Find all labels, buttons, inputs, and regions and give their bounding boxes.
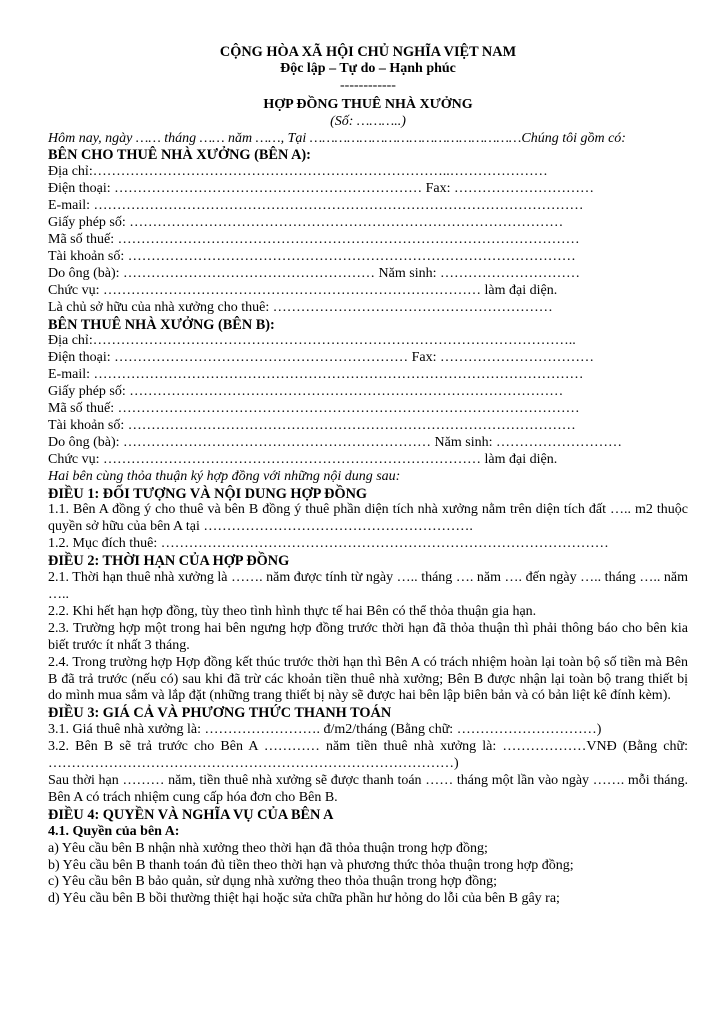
article-4-item-c: c) Yêu cầu bên B bảo quản, sử dụng nhà xưởng theo thỏa thuận trong hợp đồng;	[48, 874, 497, 890]
party-a-email: E-mail: ……………………………………………………………………………………………	[48, 198, 584, 214]
party-a-representative: Do ông (bà): ……………………………………………… Năm sinh: …………………………	[48, 265, 580, 281]
divider: ------------	[340, 77, 396, 93]
party-a-heading: BÊN CHO THUÊ NHÀ XƯỞNG (BÊN A):	[48, 147, 311, 164]
article-3-clause-2: 3.2. Bên B sẽ trả trước cho Bên A ………… năm tiền thuê nhà xưởng là: ………………VNĐ (Bằng chữ: ……………………………………………………………………………)	[48, 739, 688, 772]
motto: Độc lập – Tự do – Hạnh phúc	[280, 60, 456, 76]
nation-title: CỘNG HÒA XÃ HỘI CHỦ NGHĨA VIỆT NAM	[219, 44, 517, 60]
article-4-heading: ĐIỀU 4: QUYỀN VÀ NGHĨA VỤ CỦA BÊN A	[48, 806, 334, 823]
article-2-clause-1: 2.1. Thời hạn thuê nhà xưởng là ……. năm được tính từ ngày ….. tháng …. năm …. đến ngày ….. tháng ….. năm …..	[48, 570, 688, 602]
article-1-heading: ĐIỀU 1: ĐỐI TƯỢNG VÀ NỘI DUNG HỢP ĐỒNG	[48, 485, 368, 502]
article-2-clause-2: 2.2. Khi hết hạn hợp đồng, tùy theo tình hình thực tế hai Bên có thể thỏa thuận gia hạn.	[48, 603, 537, 619]
contract-page	[48, 44, 688, 908]
party-b-account: Tài khoản số: ……………………………………………………………………………………	[48, 417, 576, 433]
article-1-clause-2: 1.2. Mục đích thuê: ……………………………………………………………………………………	[48, 536, 609, 552]
party-b-email: E-mail: ……………………………………………………………………………………………	[48, 367, 584, 383]
party-a-position: Chức vụ: ……………………………………………………………………… làm đại diện.	[48, 282, 558, 298]
party-a-tax-code: Mã số thuế: ………………………………………………………………………………………	[48, 231, 580, 247]
article-4-item-d: d) Yêu cầu bên B bồi thường thiệt hại hoặc sửa chữa phần hư hỏng do lỗi của bên B gây ra;	[48, 891, 560, 907]
article-4-subheading: 4.1. Quyền của bên A:	[48, 823, 180, 839]
party-b-address: Địa chỉ:…………………………………………………………………………………………..	[48, 333, 576, 349]
party-b-representative: Do ông (bà): ………………………………………………………… Năm sinh: ………………………	[48, 434, 622, 450]
article-2-clause-4: 2.4. Trong trường hợp Hợp đồng kết thúc trước thời hạn thì Bên A có trách nhiệm hoàn lại toàn bộ số tiền mà Bên B đã trả trước (nếu có) sau khi đã trừ các khoản tiền thuê nhà xưởng; Bên B được nhận lại toàn bộ trang thiết bị do mình mua sắm và lắp đặt (những trang thiết bị này sẽ được hai bên lập biên bản và có bản liệt kê đính kèm).	[48, 654, 688, 704]
agreement-text: Hai bên cùng thỏa thuận ký hợp đồng với những nội dung sau:	[48, 468, 401, 484]
article-4-item-a: a) Yêu cầu bên B nhận nhà xưởng theo thời hạn đã thỏa thuận trong hợp đồng;	[48, 840, 488, 856]
contract-title: HỢP ĐỒNG THUÊ NHÀ XƯỞNG	[263, 96, 473, 112]
party-a-phone: Điện thoại: ………………………………………………………… Fax: …………………………	[48, 181, 594, 197]
contract-number: (Số: ………..)	[330, 113, 406, 129]
party-a-license: Giấy phép số: …………………………………………………………………………………	[48, 215, 564, 231]
party-b-position: Chức vụ: ……………………………………………………………………… làm đại diện.	[48, 451, 558, 467]
party-b-heading: BÊN THUÊ NHÀ XƯỞNG (BÊN B):	[48, 316, 275, 333]
party-b-phone: Điện thoại: ……………………………………………………… Fax: ……………………………	[48, 350, 594, 366]
article-1-clause-1: 1.1. Bên A đồng ý cho thuê và bên B đồng ý thuê phần diện tích nhà xưởng nằm trên diện tích đất ….. m2 thuộc quyền sở hữu của bên A tại ………………………………………………….	[48, 502, 688, 535]
party-b-license: Giấy phép số: …………………………………………………………………………………	[48, 384, 564, 400]
party-a-ownership: Là chủ sở hữu của nhà xưởng cho thuê: ……………………………………………………	[48, 299, 553, 315]
article-4-item-b: b) Yêu cầu bên B thanh toán đủ tiền theo thời hạn và phương thức thỏa thuận trong hợp đồng;	[48, 857, 574, 873]
article-3-payment-terms: Sau thời hạn ……… năm, tiền thuê nhà xưởng sẽ được thanh toán …… tháng một lần vào ngày ……. mỗi tháng. Bên A có trách nhiệm cung cấp hóa đơn cho Bên B.	[48, 772, 688, 805]
party-b-tax-code: Mã số thuế: ………………………………………………………………………………………	[48, 401, 580, 417]
party-a-account: Tài khoản số: ……………………………………………………………………………………	[48, 248, 576, 264]
intro-text: Hôm nay, ngày …… tháng …… năm ……, Tại ……………………………………………Chúng tôi gồm có:	[48, 130, 626, 146]
article-3-clause-1: 3.1. Giá thuê nhà xưởng là: ……………………. đ/m2/tháng (Bằng chữ: …………………………)	[48, 722, 602, 738]
article-2-heading: ĐIỀU 2: THỜI HẠN CỦA HỢP ĐỒNG	[48, 553, 290, 570]
article-3-heading: ĐIỀU 3: GIÁ CẢ VÀ PHƯƠNG THỨC THANH TOÁN	[48, 705, 392, 722]
article-2-clause-3: 2.3. Trường hợp một trong hai bên ngưng hợp đồng trước thời hạn đã thỏa thuận thì phải thông báo cho bên kia biết trước ít nhất 3 tháng.	[48, 620, 688, 653]
party-a-address: Địa chỉ:…………………………………………………………………..…………………	[48, 164, 548, 180]
